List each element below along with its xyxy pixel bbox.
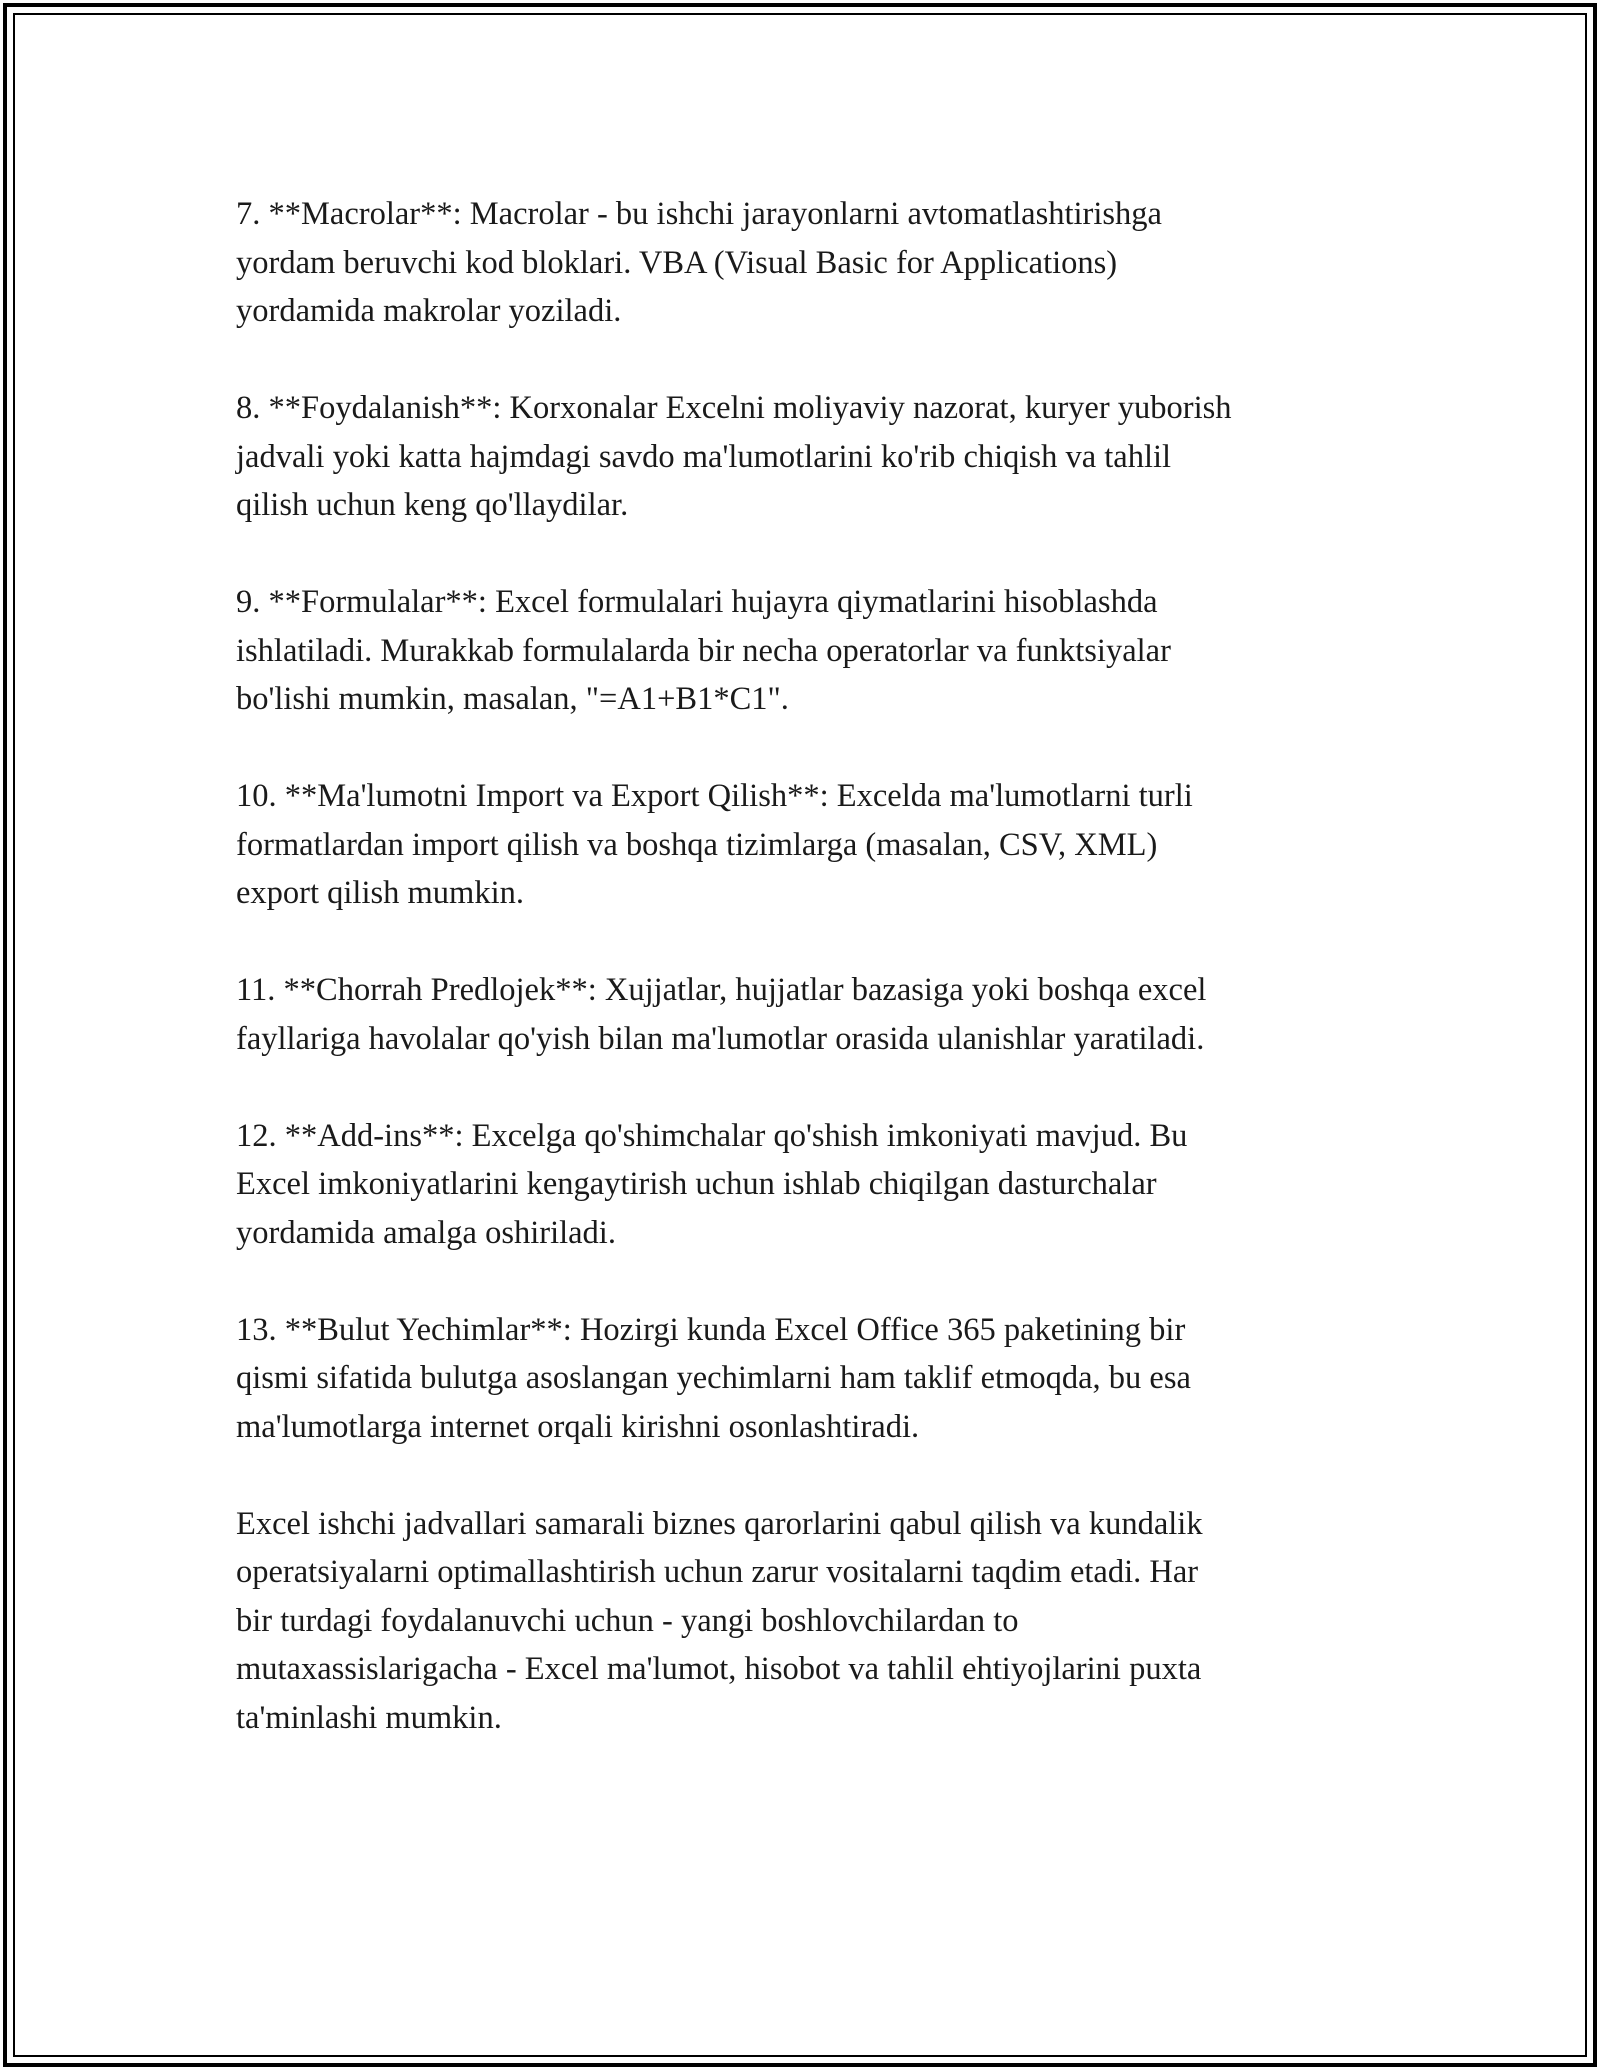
paragraph-usage: 8. **Foydalanish**: Korxonalar Excelni moliyaviy nazorat, kuryer yuborish jadvali yoki katta hajmdagi savdo ma'lumotlarini ko'rib chiqish va tahlil qilish uchun keng qo'llaydilar. — [236, 390, 1232, 523]
paragraph-add-ins: 12. **Add-ins**: Excelga qo'shimchalar qo'shish imkoniyati mavjud. Bu Excel imkoniyatlarini kengaytirish uchun ishlab chiqilgan dasturchalar yordamida amalga oshiriladi. — [236, 1117, 1188, 1251]
paragraph-conclusion: Excel ishchi jadvallari samarali biznes qarorlarini qabul qilish va kundalik operatsiyalarni optimallashtirish uchun zarur vositalarni taqdim etadi. Har bir turdagi foydalanuvchi uchun - yangi boshlovchilardan to mutaxassislarigacha - Excel ma'lumot, hisobot va tahlil ehtiyojlarini puxta ta'minlashi mumkin. — [236, 1505, 1203, 1736]
paragraph-macros: 7. **Macrolar**: Macrolar - bu ishchi jarayonlarni avtomatlashtirishga yordam beruvchi kod bloklari. VBA (Visual Basic for Applications) yordamida makrolar yoziladi. — [236, 196, 1162, 329]
document-body — [236, 190, 1386, 1742]
paragraph-cloud: 13. **Bulut Yechimlar**: Hozirgi kunda Excel Office 365 paketining bir qismi sifatida bulutga asoslangan yechimlarni ham taklif etmoqda, bu esa ma'lumotlarga internet orqali kirishni osonlashtiradi. — [236, 1311, 1191, 1445]
paragraph-links: 11. **Chorrah Predlojek**: Xujjatlar, hujjatlar bazasiga yoki boshqa excel fayllariga havolalar qo'yish bilan ma'lumotlar orasida ulanishlar yaratiladi. — [236, 972, 1207, 1057]
paragraph-import-export: 10. **Ma'lumotni Import va Export Qilish**: Excelda ma'lumotlarni turli formatlardan import qilish va boshqa tizimlarga (masalan, CSV, XML) export qilish mumkin. — [236, 778, 1193, 911]
paragraph-formulas: 9. **Formulalar**: Excel formulalari hujayra qiymatlarini hisoblashda ishlatiladi. Murakkab formulalarda bir necha operatorlar va funktsiyalar bo'lishi mumkin, masalan, "=A1+B1*C1". — [236, 584, 1171, 717]
